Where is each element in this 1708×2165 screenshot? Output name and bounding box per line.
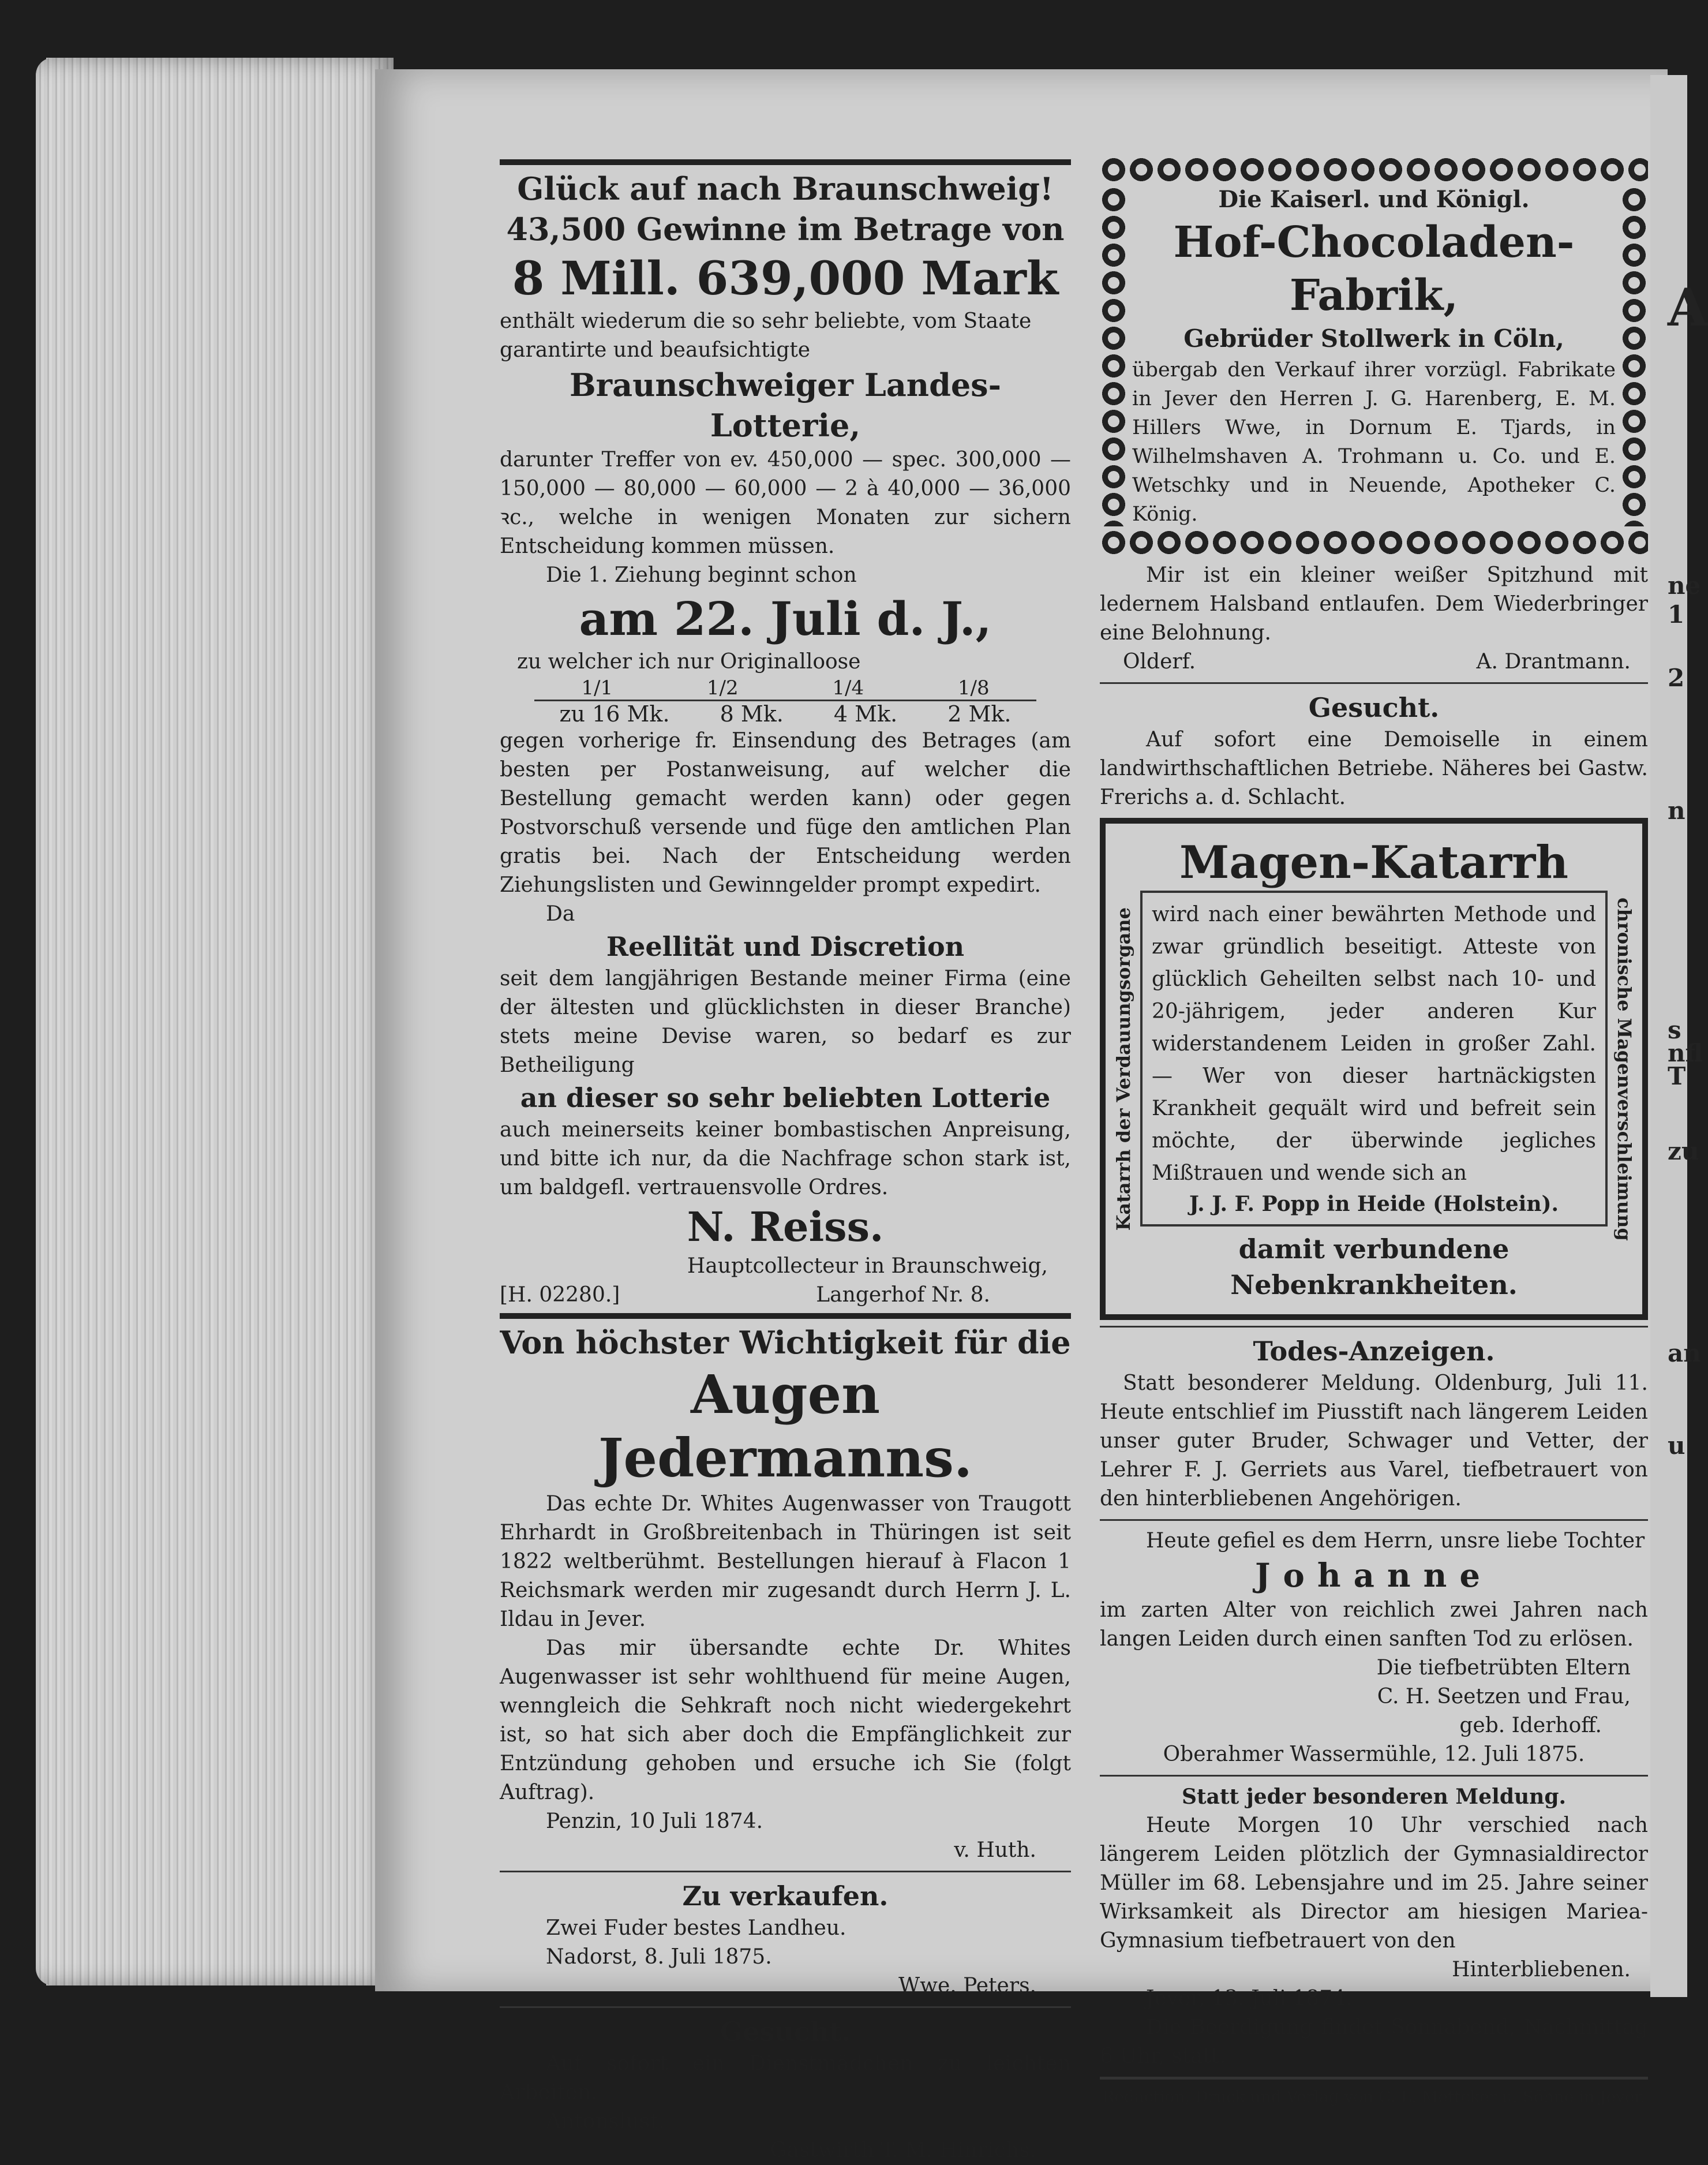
divider <box>500 159 1071 165</box>
price: 8 Mk. <box>720 701 784 727</box>
chain-border-left <box>1100 186 1128 526</box>
facing-page-fragment: zu <box>1668 1137 1699 1165</box>
death-notice-3-sign: Hinterbliebenen. <box>1452 1958 1631 1981</box>
lottery-footer-row <box>500 1281 1071 1310</box>
eyewater-p2: Das mir übersandte echte Dr. Whites Augenwasser ist sehr wohlthuend für meine Augen, wenngleich die Sehkraft noch nicht wiedergekehrt ist, so hat sich aber doch die Empfänglichkeit zur Entzündung gehoben und ersuche ich Sie (folgt Auftrag). <box>500 1636 1071 1804</box>
fraction: 1/4 <box>832 676 864 700</box>
facing-page-fragment: nfl <box>1668 1039 1703 1067</box>
katarrh-headline: Magen-Katarrh <box>1179 836 1568 889</box>
death-notice-3-funeral: Die Beerdigung findet Sonnabend, Nachmittag 6 Uhr, statt. <box>1100 2016 1648 2068</box>
lottery-motto-text: seit dem langjährigen Bestande meiner Firma (eine der ältesten und glücklichsten in dieser Branche) stets meine Devise waren, so bedarf es zur Betheiligung <box>500 967 1071 1077</box>
wanted-advert-2 <box>1100 690 1648 812</box>
right-column <box>1100 156 1648 2108</box>
price: 2 Mk. <box>947 701 1012 727</box>
facing-page-fragment: 2 <box>1668 664 1685 692</box>
lottery-motto: Reellität und Discretion <box>606 931 965 962</box>
katarrh-advert <box>1100 818 1648 1320</box>
death-notice-2-place: Oberahmer Wassermühle, 12. Juli 1875. <box>1163 1743 1585 1766</box>
dog-sign: A. Drantmann. <box>1476 650 1631 674</box>
divider <box>500 1871 1071 1872</box>
chocolate-advert <box>1100 156 1648 556</box>
wanted2-text: Auf sofort eine Demoiselle in einem landwirthschaftlichen Betriebe. Näheres bei Gastw. Frerichs a. d. Schlacht. <box>1100 728 1648 809</box>
facing-page-fragment: s <box>1668 1016 1681 1044</box>
katarrh-sign: J. J. F. Popp in Heide (Holstein). <box>1189 1192 1559 1216</box>
imprint: Redaction, Druck und Verlag von C. L. Mettcker u. Söhne in Jever. <box>1102 2087 1646 2106</box>
eyewater-sign: v. Huth. <box>954 1838 1036 1862</box>
wanted-text: Auf sofort ein Dienstmädchen zu leichten Arbeiten. <box>500 2052 1071 2104</box>
katarrh-text: wird nach einer bewährten Methode und zwar gründlich beseitigt. Atteste von glücklich Geheilten selbst nach 10- und 20-jährigem, jeder anderen Kur widerstandenem Leiden in großer Zahl. — Wer von dieser hartnäckigsten Krankheit gequält wird und befreit sein möchte, der überwinde jegliches Mißtrauen und wende sich an <box>1152 903 1596 1185</box>
divider <box>1100 1519 1648 1521</box>
eyewater-p1: Das echte Dr. Whites Augenwasser von Traugott Ehrhardt in Großbreitenbach in Thüringen ist seit 1822 weltberühmt. Bestellungen hierauf à Flacon 1 Reichsmark werden mir zugesandt durch Herrn J. L. Ildau in Jever. <box>500 1492 1071 1631</box>
death-notice-2-parents: C. H. Seetzen und Frau, <box>1377 1685 1631 1708</box>
book-page-edges <box>36 58 394 1985</box>
facing-page-fragment: T <box>1668 1062 1686 1090</box>
chain-border-right <box>1620 186 1648 526</box>
wanted-headline: Gesucht. <box>720 2016 851 2047</box>
facing-page-fragment: u <box>1668 1431 1685 1460</box>
fraction-row <box>500 676 1071 700</box>
deaths-headline: Todes-Anzeigen. <box>1253 1336 1495 1367</box>
lottery-ref: [H. 02280.] <box>500 1283 620 1307</box>
facing-page-fragment: ne <box>1668 571 1701 600</box>
facing-page-fragment: an <box>1668 1339 1701 1367</box>
katarrh-inner-box <box>1140 891 1608 1227</box>
wanted-advert <box>500 2014 1071 2165</box>
facing-page-fragment: 1 <box>1668 600 1685 629</box>
divider <box>1100 2077 1648 2080</box>
death-notice-2-intro: Heute gefiel es dem Herrn, unsre liebe Tochter <box>1146 1529 1645 1553</box>
dog-place: Olderf. <box>1123 650 1196 674</box>
lottery-body: darunter Treffer von ev. 450,000 — spec. 300,000 — 150,000 — 80,000 — 60,000 — 2 à 40,000 — 36,000 ꝛc., welche in wenigen Monaten zur sichern Entscheidung kommen müssen. <box>500 448 1071 558</box>
eyewater-place: Penzin, 10 Juli 1874. <box>546 1809 763 1833</box>
fraction: 1/1 <box>581 676 613 700</box>
fraction: 1/8 <box>957 676 990 700</box>
death-notice-2-parents: geb. Iderhoff. <box>1459 1714 1602 1737</box>
wanted-sign: Gastwirth T. M. Hinrichs. <box>770 2138 1036 2162</box>
lottery-only: zu welcher ich nur Originalloose <box>517 650 861 674</box>
chocolate-text: übergab den Verkauf ihrer vorzügl. Fabrikate in Jever den Herren J. G. Harenberg, E. M. Hillers Wwe, in Dornum E. Tjards, in Wilhelmshaven A. Trohmann u. Co. und E. Wetschky und in Neuende, Apotheker C. König. <box>1132 358 1616 526</box>
death-notices <box>1100 1333 1648 2071</box>
death-notice-2-text: im zarten Alter von reichlich zwei Jahren nach langen Leiden durch einen sanften Tod zu erlösen. <box>1100 1598 1648 1651</box>
left-column <box>500 156 1071 2165</box>
death-notice-2-mourn: Die tiefbetrübten Eltern <box>1376 1656 1631 1680</box>
sale-place: Nadorst, 8. Juli 1875. <box>546 1945 772 1969</box>
chocolate-firm: Gebrüder Stollwerk in Cöln, <box>1183 324 1564 353</box>
lottery-headline: Glück auf nach Braunschweig! <box>517 170 1054 207</box>
sale-text: Zwei Fuder bestes Landheu. <box>546 1916 846 1940</box>
lottery-line: garantirte und beaufsichtigte <box>500 338 811 362</box>
facing-page-fragment: n <box>1668 797 1685 825</box>
lottery-signature: N. Reiss. <box>687 1203 884 1251</box>
price-row <box>534 700 1036 727</box>
eyewater-big: Augen Jedermanns. <box>598 1363 972 1489</box>
divider <box>500 1313 1071 1319</box>
fraction: 1/2 <box>706 676 739 700</box>
lottery-advert <box>500 169 1071 1310</box>
lottery-name: Braunschweiger Landes-Lotterie, <box>569 367 1001 444</box>
price: 4 Mk. <box>833 701 898 727</box>
katarrh-left-side <box>1109 824 1138 1314</box>
katarrh-left-text: Katarrh der Verdauungsorgane <box>1113 907 1134 1231</box>
katarrh-right-side <box>1610 824 1639 1314</box>
divider <box>500 2006 1071 2008</box>
katarrh-footer: damit verbundene Nebenkrankheiten. <box>1230 1233 1518 1300</box>
lottery-title: Hauptcollecteur in Braunschweig, <box>687 1254 1048 1278</box>
lottery-line: enthält wiederum die so sehr beliebte, vom Staate <box>500 309 1032 333</box>
lottery-address: Langerhof Nr. 8. <box>816 1283 990 1307</box>
divider <box>1100 682 1648 684</box>
divider <box>1100 1326 1648 1328</box>
lottery-amount: 8 Mill. 639,000 Mark <box>512 251 1059 305</box>
chain-border-bottom <box>1100 529 1648 556</box>
chocolate-line1: Die Kaiserl. und Königl. <box>1218 186 1530 213</box>
lottery-highlight: an dieser so sehr beliebten Lotterie <box>520 1082 1051 1113</box>
lottery-da: Da <box>546 902 575 926</box>
death-notice-2-name: Johanne <box>1255 1557 1493 1595</box>
wanted2-headline: Gesucht. <box>1308 692 1440 723</box>
facing-page-fragment: A <box>1668 277 1708 338</box>
eyewater-advert <box>500 1322 1071 1865</box>
chain-border-top <box>1100 156 1648 184</box>
lottery-closing: auch meinerseits keiner bombastischen Anpreisung, und bitte ich nur, da die Nachfrage schon stark ist, um baldgefl. vertrauensvolle Ordres. <box>500 1118 1071 1199</box>
divider <box>1100 1775 1648 1777</box>
sale-headline: Zu verkaufen. <box>682 1880 889 1912</box>
sale-sign: Wwe. Peters. <box>898 1974 1036 1998</box>
death-notice-3-text: Heute Morgen 10 Uhr verschied nach längerem Leiden plötzlich der Gymnasialdirector Müller im 68. Lebensjahre und im 25. Jahre seiner Wirksamkeit als Director am hiesigen Mariea-Gymnasium tiefbetrauert von den <box>1100 1813 1648 1953</box>
eyewater-headline: Von höchster Wichtigkeit für die <box>500 1324 1071 1361</box>
death-notice-3-place: Jever, 13. Juli 1874. <box>1146 1987 1353 2010</box>
wanted-place: Antonslust. <box>546 2110 665 2133</box>
lottery-terms: gegen vorherige fr. Einsendung des Betrages (am besten per Postanweisung, auf welcher die Bestellung gemacht werden kann) oder gegen Postvorschuß versende und füge den amtlichen Plan gratis bei. Nach der Entscheidung werden Ziehungslisten und Gewinngelder prompt expedirt. <box>500 729 1071 897</box>
chocolate-headline: Hof-Chocoladen-Fabrik, <box>1173 218 1575 320</box>
death-notice-1: Statt besonderer Meldung. Oldenburg, Juli 11. Heute entschlief im Piusstift nach längerem Leiden unser guter Bruder, Schwager und Vetter, der Lehrer F. J. Gerriets aus Varel, tiefbetrauert von den hinterbliebenen Angehörigen. <box>1100 1371 1648 1510</box>
katarrh-right-text: chronische Magenverschleimung <box>1613 897 1635 1241</box>
lottery-draw: Die 1. Ziehung beginnt schon <box>546 563 857 587</box>
price: zu 16 Mk. <box>559 701 670 727</box>
dog-advert <box>1100 561 1648 676</box>
sale-advert <box>500 1878 1071 2001</box>
death-notice-3-headline: Statt jeder besonderen Meldung. <box>1181 1785 1567 1809</box>
dog-text: Mir ist ein kleiner weißer Spitzhund mit ledernem Halsband entlaufen. Dem Wiederbringer eine Belohnung. <box>1100 563 1648 645</box>
lottery-prizes: 43,500 Gewinne im Betrage von <box>506 211 1065 248</box>
lottery-date: am 22. Juli d. J., <box>579 592 992 646</box>
dog-footer <box>1100 648 1648 676</box>
